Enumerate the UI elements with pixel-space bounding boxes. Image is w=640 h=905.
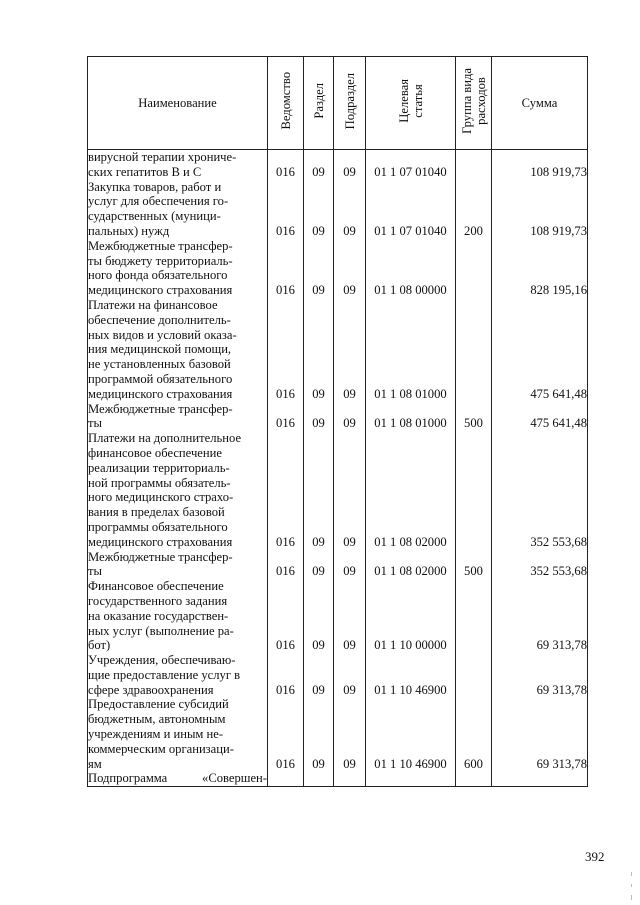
row-name: Финансовое обеспечение государственного задания на оказание государствен- ных услуг (выполнение ра- бот) xyxy=(88,579,268,653)
row-dept: 016 xyxy=(268,653,304,697)
row-sum xyxy=(492,771,588,786)
row-section: 09 xyxy=(304,550,334,580)
header-group xyxy=(456,57,492,150)
scan-edge-mark xyxy=(631,895,632,900)
table-row xyxy=(88,180,588,239)
row-sum: 352 553,68 xyxy=(492,431,588,549)
row-section: 09 xyxy=(304,402,334,432)
header-name: Наименование xyxy=(88,57,268,150)
row-dept: 016 xyxy=(268,298,304,402)
row-name: Предоставление субсидий бюджетным, автономным учреждениям и иным не- коммерческим организаци- ям xyxy=(88,697,268,771)
row-subsection: 09 xyxy=(334,402,366,432)
table-row xyxy=(88,298,588,402)
row-section: 09 xyxy=(304,653,334,697)
row-subsection: 09 xyxy=(334,550,366,580)
row-dept: 016 xyxy=(268,239,304,298)
table-row xyxy=(88,550,588,580)
scan-edge-mark xyxy=(631,884,632,887)
row-group xyxy=(456,298,492,402)
row-target xyxy=(366,771,456,786)
table-row xyxy=(88,150,588,180)
table-row xyxy=(88,771,588,786)
row-group: 500 xyxy=(456,402,492,432)
table-row xyxy=(88,653,588,697)
scan-edge-mark xyxy=(631,872,632,876)
row-subsection xyxy=(334,771,366,786)
row-sum: 108 919,73 xyxy=(492,180,588,239)
row-subsection: 09 xyxy=(334,298,366,402)
row-section: 09 xyxy=(304,431,334,549)
row-name: Межбюджетные трансфер- ты xyxy=(88,402,268,432)
header-section-text: Раздел xyxy=(311,83,326,119)
header-dept xyxy=(268,57,304,150)
row-section: 09 xyxy=(304,298,334,402)
row-dept: 016 xyxy=(268,550,304,580)
row-target: 01 1 08 01000 xyxy=(366,298,456,402)
row-group: 200 xyxy=(456,180,492,239)
row-name: Платежи на дополнительное финансовое обеспечение реализации территориаль- ной программы обязатель- ного медицинского страхо- вания в пределах базовой программы обязательного медицинского страхования xyxy=(88,431,268,549)
row-subsection: 09 xyxy=(334,431,366,549)
row-dept: 016 xyxy=(268,402,304,432)
table-row xyxy=(88,579,588,653)
row-subsection: 09 xyxy=(334,150,366,180)
row-dept xyxy=(268,771,304,786)
row-target: 01 1 08 00000 xyxy=(366,239,456,298)
row-section xyxy=(304,771,334,786)
row-target: 01 1 08 02000 xyxy=(366,550,456,580)
row-group xyxy=(456,771,492,786)
row-dept: 016 xyxy=(268,697,304,771)
row-group xyxy=(456,653,492,697)
row-sum: 108 919,73 xyxy=(492,150,588,180)
row-target: 01 1 08 01000 xyxy=(366,402,456,432)
row-name: Закупка товаров, работ и услуг для обеспечения го- сударственных (муници- пальных) нужд xyxy=(88,180,268,239)
row-name: Межбюджетные трансфер- ты xyxy=(88,550,268,580)
row-dept: 016 xyxy=(268,431,304,549)
header-dept-text: Ведомство xyxy=(278,72,293,130)
row-sum: 69 313,78 xyxy=(492,653,588,697)
row-target: 01 1 07 01040 xyxy=(366,150,456,180)
row-subsection: 09 xyxy=(334,180,366,239)
table-row xyxy=(88,431,588,549)
row-target: 01 1 10 46900 xyxy=(366,697,456,771)
table-header-row xyxy=(88,57,588,150)
page-number: 392 xyxy=(585,849,605,864)
row-sum: 352 553,68 xyxy=(492,550,588,580)
row-subsection: 09 xyxy=(334,239,366,298)
table-row xyxy=(88,239,588,298)
row-sum: 828 195,16 xyxy=(492,239,588,298)
row-name: Межбюджетные трансфер- ты бюджету территориаль- ного фонда обязательного медицинского страхования xyxy=(88,239,268,298)
row-subsection: 09 xyxy=(334,697,366,771)
header-sum: Сумма xyxy=(492,57,588,150)
budget-table xyxy=(87,56,588,787)
row-target: 01 1 10 00000 xyxy=(366,579,456,653)
row-dept: 016 xyxy=(268,579,304,653)
row-name: Подпрограмма «Совершен- xyxy=(88,771,267,786)
header-group-text: Группа вида расходов xyxy=(459,68,488,135)
row-dept: 016 xyxy=(268,180,304,239)
row-section: 09 xyxy=(304,239,334,298)
row-group xyxy=(456,239,492,298)
row-section: 09 xyxy=(304,150,334,180)
table-row xyxy=(88,697,588,771)
row-target: 01 1 07 01040 xyxy=(366,180,456,239)
row-group: 500 xyxy=(456,550,492,580)
header-target xyxy=(366,57,456,150)
row-group xyxy=(456,150,492,180)
row-name: Платежи на финансовое обеспечение дополнитель- ных видов и условий оказа- ния медицинской помощи, не установленных базовой программой обязательного медицинского страхования xyxy=(88,298,268,402)
row-group xyxy=(456,579,492,653)
row-target: 01 1 08 02000 xyxy=(366,431,456,549)
row-subsection: 09 xyxy=(334,579,366,653)
row-section: 09 xyxy=(304,180,334,239)
row-sum: 69 313,78 xyxy=(492,697,588,771)
row-sum: 475 641,48 xyxy=(492,402,588,432)
header-target-text: Целевая статья xyxy=(396,79,425,123)
row-dept: 016 xyxy=(268,150,304,180)
table-row xyxy=(88,402,588,432)
row-sum: 475 641,48 xyxy=(492,298,588,402)
row-section: 09 xyxy=(304,697,334,771)
row-group xyxy=(456,431,492,549)
row-target: 01 1 10 46900 xyxy=(366,653,456,697)
row-name: Учреждения, обеспечиваю- щие предоставление услуг в сфере здравоохранения xyxy=(88,653,268,697)
row-name: вирусной терапии хрониче- ских гепатитов В и С xyxy=(88,150,268,180)
header-subsection-text: Подраздел xyxy=(342,72,357,130)
row-group: 600 xyxy=(456,697,492,771)
header-section xyxy=(304,57,334,150)
row-sum: 69 313,78 xyxy=(492,579,588,653)
row-section: 09 xyxy=(304,579,334,653)
header-subsection xyxy=(334,57,366,150)
row-subsection: 09 xyxy=(334,653,366,697)
